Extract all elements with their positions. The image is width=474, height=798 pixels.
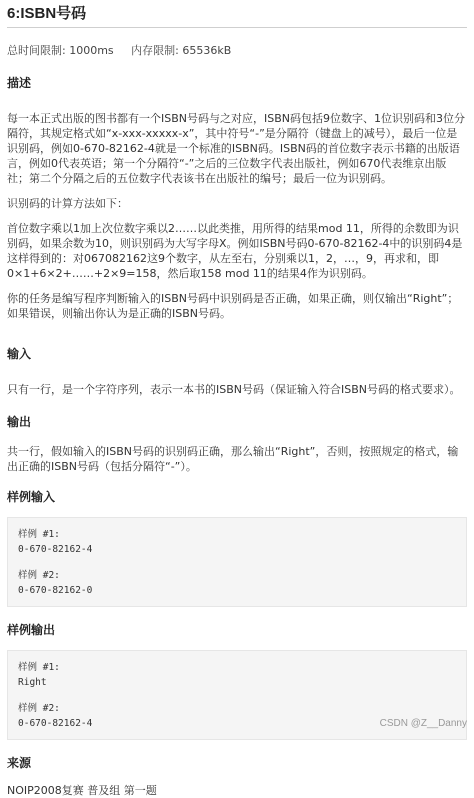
description-heading: 描述	[7, 76, 32, 90]
input-text: 只有一行，是一个字符序列，表示一本书的ISBN号码（保证输入符合ISBN号码的格式要求）。	[7, 383, 461, 396]
csdn-watermark: CSDN @Z__Danny	[379, 718, 467, 729]
source-heading: 来源	[7, 756, 32, 770]
input-heading: 输入	[7, 347, 32, 361]
sample-label: 样例 #2:	[18, 703, 60, 714]
sample-input-block[interactable]	[7, 517, 467, 607]
sample-value: 0-670-82162-4	[18, 544, 93, 555]
sample-value: 0-670-82162-0	[18, 585, 93, 596]
sample-input-heading: 样例输入	[7, 490, 56, 504]
description-paragraph: 识别码的计算方法如下：	[7, 197, 128, 210]
sample-value: 0-670-82162-4	[18, 718, 93, 729]
time-limit: 总时间限制: 1000ms	[7, 44, 114, 57]
sample-value: Right	[18, 677, 47, 688]
memory-limit: 内存限制: 65536kB	[131, 44, 232, 57]
output-text: 共一行，假如输入的ISBN号码的识别码正确，那么输出“Right”，否则，按照规定的格式，输出正确的ISBN号码（包括分隔符“-”）。	[7, 445, 459, 473]
sample-output-heading: 样例输出	[7, 623, 56, 637]
output-heading: 输出	[7, 415, 32, 429]
description-paragraph: 你的任务是编写程序判断输入的ISBN号码中识别码是否正确，如果正确，则仅输出“Right”；如果错误，则输出你认为是正确的ISBN号码。	[7, 292, 459, 320]
limits-bar	[7, 42, 467, 58]
source-text: NOIP2008复赛 普及组 第一题	[7, 784, 157, 797]
description-paragraph: 每一本正式出版的图书都有一个ISBN号码与之对应，ISBN码包括9位数字、1位识别码和3位分隔符，其规定格式如“x-xxx-xxxxx-x”，其中符号“-”是分隔符（键盘上的减号），最后一位是识别码，例如0-670-82162-4就是一个标准的ISBN码。ISBN码的首位数字表示书籍的出版语言，例如0代表英语；第一个分隔符“-”之后的三位数字代表出版社，例如670代表维京出版社；第二个分隔之后的五位数字代表该书在出版社的编号；最后一位为识别码。	[7, 112, 465, 185]
sample-label: 样例 #2:	[18, 570, 60, 581]
sample-label: 样例 #1:	[18, 529, 60, 540]
problem-title: 6:ISBN号码	[7, 0, 467, 28]
sample-label: 样例 #1:	[18, 662, 60, 673]
description-paragraph: 首位数字乘以1加上次位数字乘以2……以此类推，用所得的结果mod 11，所得的余数即为识别码，如果余数为10，则识别码为大写字母X。例如ISBN号码0-670-82162-4中的识别码4是这样得到的：对067082162这9个数字，从左至右，分别乘以1，2，…，9，再求和，即0×1+6×2+……+2×9=158，然后取158 mod 11的结果4作为识别码。	[7, 222, 463, 280]
